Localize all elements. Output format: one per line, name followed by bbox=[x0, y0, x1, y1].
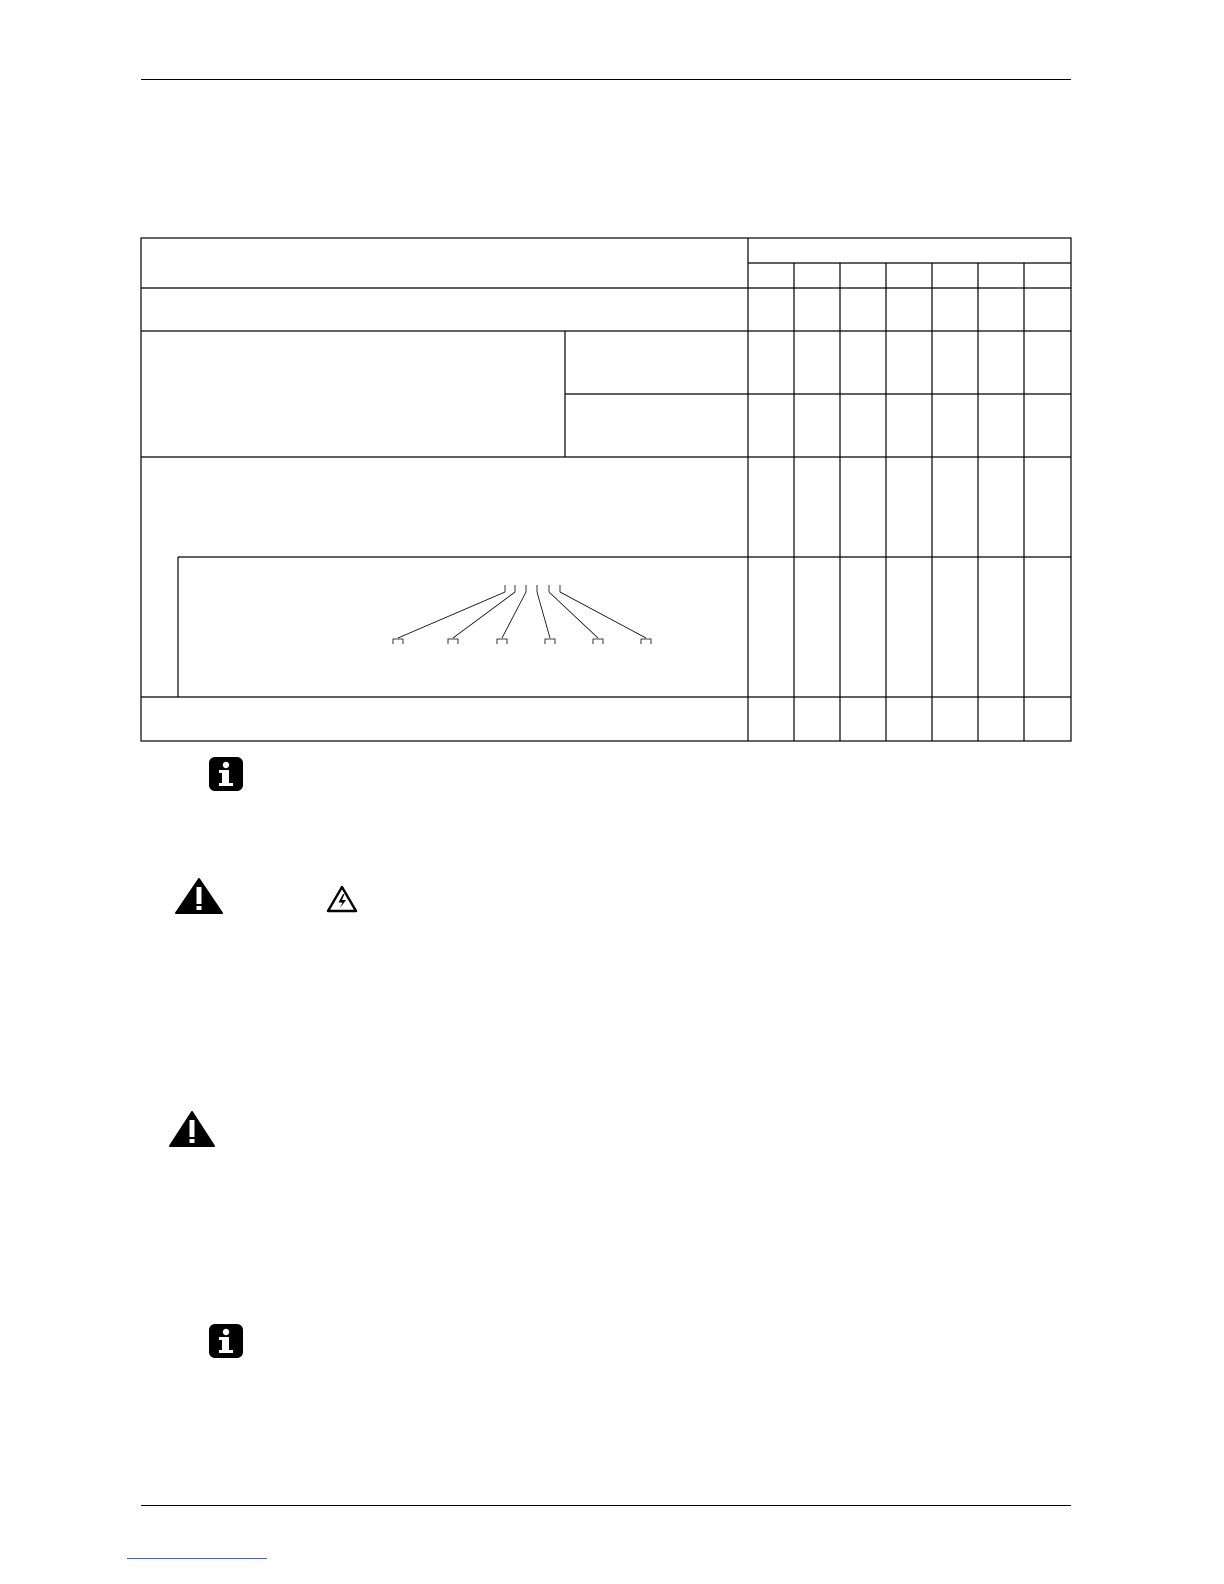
electrical-hazard-icon bbox=[326, 885, 358, 913]
specification-table bbox=[140, 237, 1072, 742]
warning-triangle-icon bbox=[174, 877, 224, 915]
footer-link-underline[interactable] bbox=[127, 1558, 267, 1559]
footer-rule bbox=[141, 1505, 1071, 1506]
info-icon bbox=[209, 1324, 243, 1358]
warning-triangle-icon bbox=[168, 1110, 216, 1148]
info-icon bbox=[209, 757, 243, 791]
header-rule bbox=[141, 79, 1071, 80]
model-code-diagram bbox=[393, 585, 651, 644]
